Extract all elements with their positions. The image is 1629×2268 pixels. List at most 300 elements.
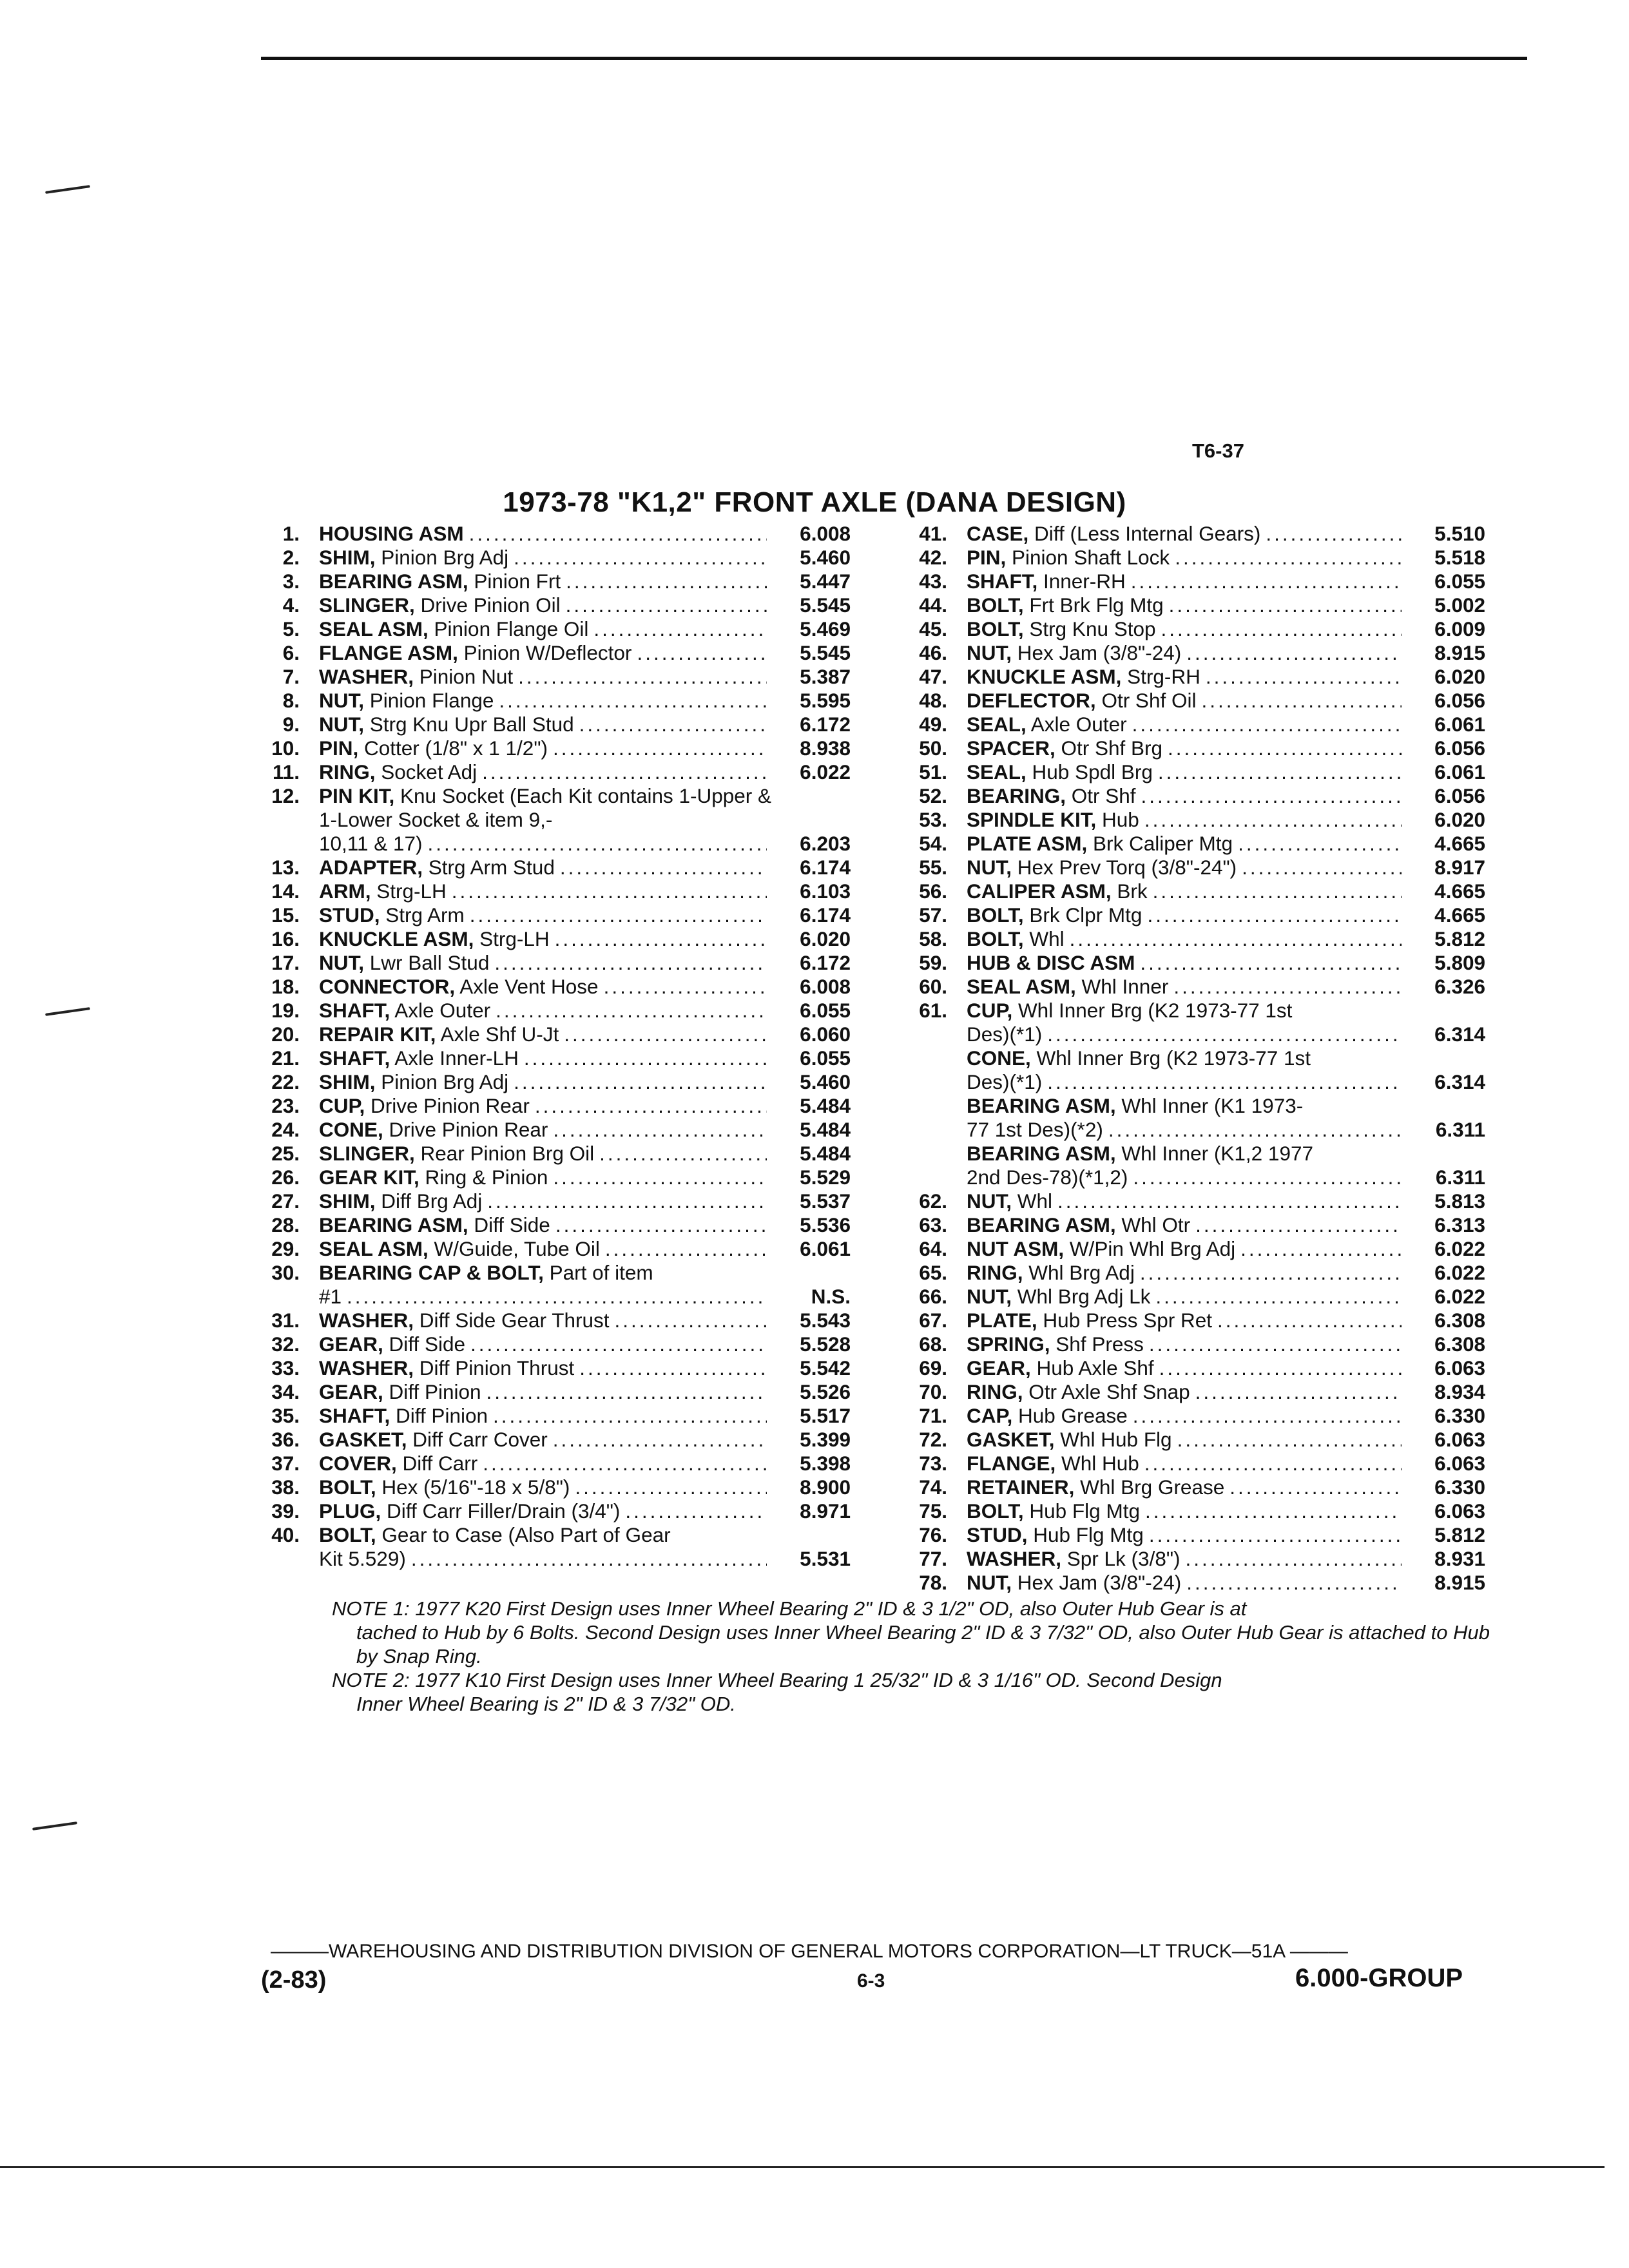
part-row: [892, 593, 1485, 617]
part-description: [319, 546, 773, 570]
part-description: [319, 1142, 773, 1166]
part-detail: Whl Inner (K1 1973-: [1115, 1094, 1304, 1117]
leader-dots: [1155, 1285, 1402, 1309]
part-row: [892, 1070, 1485, 1094]
part-description: [967, 832, 1408, 856]
leader-dots: [1186, 641, 1402, 665]
leader-dots: [1144, 808, 1402, 832]
part-detail: Hub Flg Mtg: [1023, 1499, 1140, 1523]
part-detail: Axle Outer: [390, 999, 491, 1022]
part-detail: 77 1st Des)(*2): [967, 1118, 1103, 1141]
part-detail: Diff Carr Cover: [407, 1428, 548, 1451]
leader-dots: [1195, 1213, 1402, 1237]
part-description: [967, 1094, 1408, 1118]
leader-dots: [1173, 975, 1402, 999]
part-detail: Pinion Brg Adj: [375, 546, 509, 569]
group-number: 8.900: [800, 1475, 851, 1499]
part-row: [245, 665, 851, 689]
part-detail: W/Guide, Tube Oil: [428, 1237, 600, 1260]
part-detail: Cotter (1/8" x 1 1/2"): [358, 736, 548, 760]
group-number: 5.398: [800, 1452, 851, 1475]
part-name: SLINGER,: [319, 593, 415, 617]
part-name: NUT,: [967, 1285, 1012, 1308]
part-description: [967, 1380, 1408, 1404]
group-number: 5.002: [1434, 593, 1485, 617]
part-description: [319, 1166, 773, 1189]
part-row: [245, 856, 851, 879]
part-row: [245, 1380, 851, 1404]
part-name: SPINDLE KIT,: [967, 808, 1097, 831]
part-row: [245, 951, 851, 975]
part-number: 9.: [282, 713, 300, 736]
group-number: 5.536: [800, 1213, 851, 1236]
part-detail: Hub Grease: [1012, 1404, 1128, 1427]
part-detail: Pinion Flange Oil: [428, 617, 589, 640]
part-detail: Diff Pinion Thrust: [414, 1356, 575, 1379]
part-number: 63.: [919, 1213, 947, 1236]
part-detail: Des)(*1): [967, 1070, 1043, 1093]
part-detail: Drive Pinion Rear: [383, 1118, 548, 1141]
leader-dots: [1149, 1332, 1402, 1356]
group-number: 6.020: [1434, 808, 1485, 831]
part-number: 33.: [271, 1356, 300, 1379]
part-detail: Otr Shf Brg: [1055, 736, 1163, 760]
part-row: [245, 736, 851, 760]
group-number: 4.665: [1434, 832, 1485, 855]
part-description: [319, 1332, 773, 1356]
part-name: RING,: [967, 1380, 1023, 1403]
leader-dots: [560, 856, 767, 879]
part-detail: Socket Adj: [375, 760, 477, 783]
group-number: 5.484: [800, 1142, 851, 1165]
part-number: 36.: [271, 1428, 300, 1451]
part-detail: Whl: [1012, 1189, 1052, 1213]
part-detail: Whl Brg Adj Lk: [1012, 1285, 1151, 1308]
group-number: 6.055: [1434, 570, 1485, 593]
part-description: [319, 1499, 773, 1523]
part-number: 58.: [919, 927, 947, 950]
part-detail: Strg Knu Stop: [1023, 617, 1156, 640]
group-number: 6.022: [1434, 1285, 1485, 1308]
part-detail: Hex Jam (3/8"-24): [1012, 641, 1182, 664]
part-name: SEAL,: [967, 760, 1027, 783]
part-name: DEFLECTOR,: [967, 689, 1096, 712]
part-name: BOLT,: [319, 1475, 376, 1499]
part-description: [967, 784, 1408, 808]
leader-dots: [1186, 1571, 1402, 1595]
part-description: [319, 1189, 773, 1213]
part-name: ADAPTER,: [319, 856, 423, 879]
leader-dots: [487, 1380, 767, 1404]
part-detail: Diff Side: [383, 1332, 465, 1356]
part-number: 20.: [271, 1023, 300, 1046]
part-number: 52.: [919, 784, 947, 807]
leader-dots: [1161, 617, 1402, 641]
note: [332, 1597, 1492, 1668]
group-number: 6.313: [1434, 1213, 1485, 1236]
part-detail: Diff Side: [468, 1213, 550, 1236]
footer-group: 6.000-GROUP: [1295, 1964, 1463, 1992]
group-number: 5.447: [800, 570, 851, 593]
part-number: 12.: [271, 784, 300, 807]
part-row: [892, 1142, 1485, 1166]
part-description: [967, 1070, 1408, 1094]
part-row: [892, 1118, 1485, 1142]
part-number: 73.: [919, 1452, 947, 1475]
leader-dots: [470, 903, 767, 927]
leader-dots: [1070, 927, 1402, 951]
group-number: 5.387: [800, 665, 851, 688]
part-description: [319, 1475, 773, 1499]
part-name: SPACER,: [967, 736, 1055, 760]
part-row: [245, 1213, 851, 1237]
leader-dots: [428, 832, 767, 856]
part-number: 17.: [271, 951, 300, 974]
group-number: 5.517: [800, 1404, 851, 1427]
part-detail: Strg Arm: [380, 903, 465, 927]
part-detail: Strg-LH: [474, 927, 550, 950]
part-description: [319, 1237, 773, 1261]
group-number: 6.314: [1434, 1023, 1485, 1046]
part-detail: Pinion Nut: [414, 665, 514, 688]
group-number: 6.311: [1435, 1166, 1485, 1189]
leader-dots: [575, 1475, 767, 1499]
leader-dots: [496, 999, 767, 1023]
part-row: [245, 1023, 851, 1046]
part-row: [892, 1166, 1485, 1189]
part-number: 11.: [272, 760, 300, 783]
group-number: 5.542: [800, 1356, 851, 1379]
leader-dots: [1175, 546, 1402, 570]
part-description: [967, 951, 1408, 975]
part-row: [892, 760, 1485, 784]
group-number: 6.060: [800, 1023, 851, 1046]
part-name: FLANGE,: [967, 1452, 1056, 1475]
part-name: FLANGE ASM,: [319, 641, 458, 664]
leader-dots: [1186, 1547, 1402, 1571]
part-number: 51.: [919, 760, 947, 783]
group-number: 5.531: [800, 1547, 851, 1570]
part-row: [892, 1404, 1485, 1428]
leader-dots: [1140, 1261, 1402, 1285]
group-number: 8.915: [1434, 641, 1485, 664]
part-number: 70.: [919, 1380, 947, 1403]
part-number: 67.: [919, 1309, 947, 1332]
leader-dots: [564, 1023, 767, 1046]
part-detail: Hub Flg Mtg: [1027, 1523, 1144, 1546]
part-number: 48.: [919, 689, 947, 712]
part-description: [319, 903, 773, 927]
group-number: 4.665: [1434, 903, 1485, 927]
part-detail: Pinion Frt: [468, 570, 561, 593]
part-detail: Shf Press: [1050, 1332, 1144, 1356]
leader-dots: [579, 1356, 767, 1380]
part-number: 56.: [919, 879, 947, 903]
page-title: 1973-78 "K1,2" FRONT AXLE (DANA DESIGN): [503, 486, 1126, 518]
leader-dots: [493, 1404, 767, 1428]
group-number: 8.917: [1434, 856, 1485, 879]
part-name: SHIM,: [319, 1189, 376, 1213]
part-detail: Drive Pinion Oil: [414, 593, 561, 617]
page-code: T6-37: [1192, 439, 1244, 462]
part-number: 71.: [919, 1404, 947, 1427]
part-row: [892, 1094, 1485, 1118]
part-number: 19.: [271, 999, 300, 1022]
leader-dots: [470, 1332, 767, 1356]
group-number: 6.022: [1434, 1237, 1485, 1260]
part-row: [892, 879, 1485, 903]
group-number: 5.809: [1434, 951, 1485, 974]
part-name: BOLT,: [967, 927, 1024, 950]
part-number: 6.: [282, 641, 300, 664]
part-description: [967, 1166, 1408, 1189]
part-description: [319, 713, 773, 736]
part-description: [967, 1523, 1408, 1547]
leader-dots: [599, 1142, 767, 1166]
group-number: 6.330: [1434, 1404, 1485, 1427]
part-detail: Whl Otr: [1115, 1213, 1191, 1236]
leader-dots: [637, 641, 767, 665]
part-number: 22.: [271, 1070, 300, 1093]
leader-dots: [483, 1452, 767, 1475]
part-row: [245, 1475, 851, 1499]
group-number: 8.934: [1434, 1380, 1485, 1403]
part-description: [967, 546, 1408, 570]
part-description: [319, 617, 773, 641]
part-name: WASHER,: [319, 665, 414, 688]
part-detail: Whl Inner: [1075, 975, 1169, 998]
part-detail: Strg Knu Upr Ball Stud: [364, 713, 574, 736]
part-row: [892, 1547, 1485, 1571]
part-row: [892, 546, 1485, 570]
leader-dots: [411, 1547, 767, 1571]
part-name: BOLT,: [967, 1499, 1024, 1523]
group-number: 5.595: [800, 689, 851, 712]
part-number: 45.: [919, 617, 947, 640]
top-rule: [261, 57, 1527, 60]
part-number: 15.: [271, 903, 300, 927]
part-description: [967, 689, 1408, 713]
leader-dots: [1057, 1189, 1402, 1213]
part-detail: Whl Hub Flg: [1054, 1428, 1172, 1451]
group-number: 6.203: [800, 832, 851, 855]
part-row: [892, 736, 1485, 760]
part-detail: Diff Brg Adj: [375, 1189, 483, 1213]
group-number: 8.931: [1434, 1547, 1485, 1570]
part-description: [967, 760, 1408, 784]
part-description: [319, 1547, 773, 1571]
part-row: [245, 1237, 851, 1261]
part-detail: Hex Jam (3/8"-24): [1012, 1571, 1182, 1594]
leader-dots: [1240, 1237, 1402, 1261]
part-number: 69.: [919, 1356, 947, 1379]
group-number: 5.399: [800, 1428, 851, 1451]
group-number: 5.812: [1434, 927, 1485, 950]
part-row: [245, 1166, 851, 1189]
group-number: 4.665: [1434, 879, 1485, 903]
group-number: 6.308: [1434, 1309, 1485, 1332]
part-detail: Diff Carr: [396, 1452, 478, 1475]
part-description: [319, 736, 773, 760]
part-name: NUT,: [967, 641, 1012, 664]
part-detail: Diff Side Gear Thrust: [414, 1309, 610, 1332]
part-row: [892, 570, 1485, 593]
leader-dots: [555, 1213, 767, 1237]
part-name: GASKET,: [319, 1428, 407, 1451]
group-number: 6.020: [1434, 665, 1485, 688]
part-row: [245, 593, 851, 617]
part-number: 50.: [919, 736, 947, 760]
part-name: SEAL ASM,: [967, 975, 1076, 998]
part-description: [319, 760, 773, 784]
part-name: HUB & DISC ASM: [967, 951, 1135, 974]
group-number: 6.063: [1434, 1428, 1485, 1451]
group-number: 6.008: [800, 522, 851, 545]
part-row: [245, 1499, 851, 1523]
group-number: 8.971: [800, 1499, 851, 1523]
part-name: ARM,: [319, 879, 371, 903]
part-number: 43.: [919, 570, 947, 593]
footer-page-number: 6-3: [857, 1970, 885, 1992]
part-name: GEAR,: [319, 1380, 383, 1403]
leader-dots: [1169, 593, 1402, 617]
part-detail: Whl: [1023, 927, 1065, 950]
part-name: RING,: [319, 760, 376, 783]
part-number: 23.: [271, 1094, 300, 1117]
part-name: BEARING ASM,: [967, 1094, 1116, 1117]
group-number: 5.460: [800, 1070, 851, 1093]
part-name: BEARING ASM,: [967, 1213, 1116, 1236]
part-name: WASHER,: [967, 1547, 1062, 1570]
part-description: [319, 879, 773, 903]
part-detail: Strg-LH: [371, 879, 447, 903]
group-number: 6.061: [1434, 713, 1485, 736]
group-number: 5.543: [800, 1309, 851, 1332]
part-detail: Whl Brg Grease: [1074, 1475, 1225, 1499]
part-name: KNUCKLE ASM,: [319, 927, 474, 950]
part-number: 68.: [919, 1332, 947, 1356]
leader-dots: [1158, 760, 1402, 784]
group-number: 6.022: [800, 760, 851, 783]
note: [332, 1668, 1492, 1716]
part-name: BEARING ASM,: [319, 1213, 468, 1236]
part-row: [892, 617, 1485, 641]
part-number: 2.: [282, 546, 300, 569]
part-description: [319, 641, 773, 665]
part-description: [967, 1046, 1408, 1070]
part-description: [967, 856, 1408, 879]
group-number: 8.915: [1434, 1571, 1485, 1594]
part-name: BOLT,: [967, 593, 1024, 617]
part-detail: Whl Inner Brg (K2 1973-77 1st: [1012, 999, 1293, 1022]
leader-dots: [1153, 879, 1402, 903]
group-number: 6.172: [800, 951, 851, 974]
leader-dots: [625, 1499, 767, 1523]
leader-dots: [553, 1118, 767, 1142]
part-number: 57.: [919, 903, 947, 927]
part-number: 37.: [271, 1452, 300, 1475]
part-detail: Axle Shf U-Jt: [436, 1023, 559, 1046]
leader-dots: [1266, 522, 1402, 546]
part-row: [892, 808, 1485, 832]
part-number: 18.: [271, 975, 300, 998]
part-row: [892, 1523, 1485, 1547]
parts-list-right: [892, 522, 1485, 1595]
group-number: 6.311: [1435, 1118, 1485, 1141]
leader-dots: [494, 951, 767, 975]
part-detail: Axle Inner-LH: [390, 1046, 519, 1070]
part-description: [967, 617, 1408, 641]
part-number: 39.: [271, 1499, 300, 1523]
group-number: 6.020: [800, 927, 851, 950]
part-number: 10.: [271, 736, 300, 760]
part-name: GEAR KIT,: [319, 1166, 419, 1189]
part-number: 24.: [271, 1118, 300, 1141]
bottom-rule: [0, 2166, 1605, 2168]
part-row: [892, 999, 1485, 1023]
part-description: [319, 832, 773, 856]
part-row: [892, 1475, 1485, 1499]
leader-dots: [1238, 832, 1402, 856]
part-row: [245, 1046, 851, 1070]
part-name: SHAFT,: [319, 1404, 390, 1427]
leader-dots: [482, 760, 767, 784]
part-number: 49.: [919, 713, 947, 736]
part-name: CAP,: [967, 1404, 1013, 1427]
group-number: 5.528: [800, 1332, 851, 1356]
part-detail: Spr Lk (3/8"): [1061, 1547, 1181, 1570]
part-detail: Strg-RH: [1121, 665, 1200, 688]
part-row: [245, 760, 851, 784]
group-number: 6.103: [800, 879, 851, 903]
part-name: BEARING ASM,: [319, 570, 468, 593]
part-description: [319, 1404, 773, 1428]
part-description: [967, 1428, 1408, 1452]
part-row: [245, 1428, 851, 1452]
part-detail: Knu Socket (Each Kit contains 1-Upper & 1-Lower Socket & item 9,-: [319, 784, 772, 831]
part-detail: Hub Spdl Brg: [1026, 760, 1153, 783]
part-number: 72.: [919, 1428, 947, 1451]
part-number: 16.: [271, 927, 300, 950]
part-detail: Otr Axle Shf Snap: [1023, 1380, 1190, 1403]
group-number: 5.545: [800, 593, 851, 617]
part-description: [967, 665, 1408, 689]
part-description: [967, 1142, 1408, 1166]
part-row: [892, 1356, 1485, 1380]
part-number: 13.: [271, 856, 300, 879]
part-description: [319, 1261, 773, 1285]
leader-dots: [1132, 713, 1402, 736]
part-name: SEAL ASM,: [319, 617, 429, 640]
part-description: [967, 1404, 1408, 1428]
part-number: 35.: [271, 1404, 300, 1427]
part-row: [245, 784, 851, 832]
part-name: NUT,: [967, 1571, 1012, 1594]
part-number: 55.: [919, 856, 947, 879]
part-detail: Des)(*1): [967, 1023, 1043, 1046]
part-detail: Part of item: [543, 1261, 653, 1284]
part-number: 7.: [282, 665, 300, 688]
part-number: 59.: [919, 951, 947, 974]
part-detail: Drive Pinion Rear: [365, 1094, 530, 1117]
leader-dots: [1133, 1166, 1402, 1189]
part-name: CONNECTOR,: [319, 975, 456, 998]
part-name: STUD,: [319, 903, 380, 927]
leader-dots: [566, 593, 767, 617]
part-number: 40.: [271, 1523, 300, 1546]
part-description: [319, 999, 773, 1023]
part-detail: Pinion Shaft Lock: [1006, 546, 1170, 569]
